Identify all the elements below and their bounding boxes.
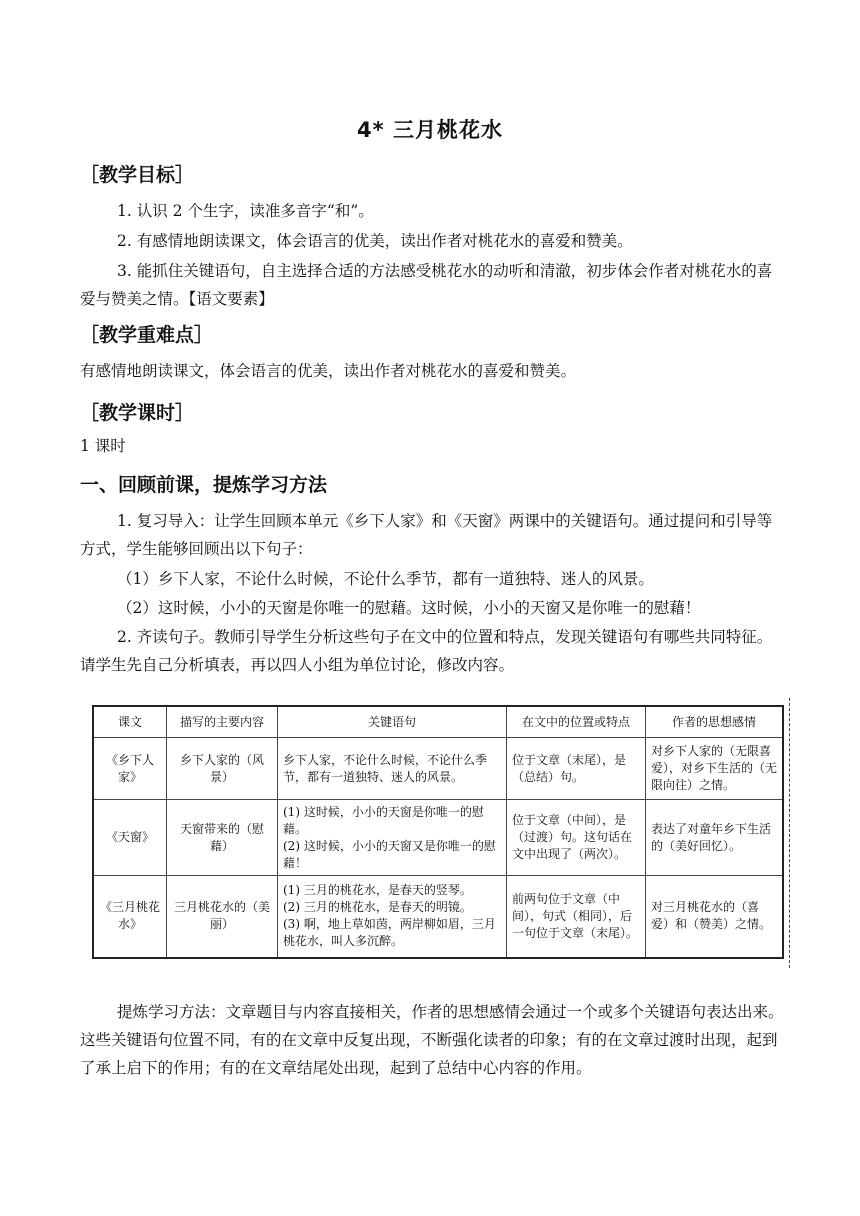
position-cell: 位于文章（末尾），是（总结）句。 [507,738,646,800]
lesson-cell: 《三月桃花水》 [93,876,167,958]
column-header: 课文 [93,706,167,738]
key-sentence: (1) 三月的桃花水，是春天的竖琴。 [283,883,472,898]
content-cell: 乡下人家的（风景） [167,738,278,800]
method-summary: 提炼学习方法：文章题目与内容直接相关，作者的思想感情会通过一个或多个关键语句表达出来。这些关键语句位置不同，有的在文章中反复出现，不断强化读者的印象；有的在文章过渡时出现，起到了承上启下的作用；有的在文章结尾处出现，起到了总结中心内容的作用。 [80,1003,784,1077]
table-header-row [93,706,783,738]
goal-item-1: 1. 认识 2 个生字，读准多音字“和”。 [117,202,374,220]
feeling-cell: 表达了对童年乡下生活的（美好回忆）。 [646,800,784,876]
feeling-cell: 对乡下人家的（无限喜爱），对乡下生活的（无限向往）之情。 [646,738,784,800]
periods-text: 1 课时 [80,437,126,455]
key-sentence: (2) 这时候，小小的天窗又是你唯一的慰藉！ [283,838,496,870]
position-cell: 前两句位于文章（中间），句式（相同），后一句位于文章（末尾）。 [507,876,646,958]
sentence-1: （1）乡下人家，不论什么时候，不论什么季节，都有一道独特、迷人的风景。 [117,570,654,588]
column-header: 关键语句 [278,706,507,738]
feeling-cell: 对三月桃花水的（喜爱）和（赞美）之情。 [646,876,784,958]
lesson-cell: 《乡下人家》 [93,738,167,800]
column-header: 在文中的位置或特点 [507,706,646,738]
table-edge-divider [789,698,790,968]
key-sentence: (3) 啊，地上草如茵，两岸柳如眉，三月桃花水，叫人多沉醉。 [283,917,496,949]
content-cell: 天窗带来的（慰藉） [167,800,278,876]
key-sentence-table [92,705,784,959]
goals-heading: ［教学目标］ [80,164,195,186]
key-sentence: (2) 三月的桃花水，是春天的明镜。 [283,900,472,915]
review-paragraph: 1. 复习导入：让学生回顾本单元《乡下人家》和《天窗》两课中的关键语句。通过提问和引导等方式，学生能够回顾出以下句子： [80,512,773,558]
part1-heading: 一、回顾前课，提炼学习方法 [80,474,328,496]
table-row [93,738,783,800]
goal-item-3: 3. 能抓住关键语句，自主选择合适的方法感受桃花水的动听和清澈，初步体会作者对桃花水的喜爱与赞美之情。【语文要素】 [80,262,773,308]
key-points-text: 有感情地朗读课文，体会语言的优美，读出作者对桃花水的喜爱和赞美。 [80,362,577,380]
sentence-cell [278,800,507,876]
table-row [93,800,783,876]
sentence-cell [278,876,507,958]
lesson-cell: 《天窗》 [93,800,167,876]
lesson-title: 4* 三月桃花水 [357,118,503,142]
goal-item-2: 2. 有感情地朗读课文，体会语言的优美，读出作者对桃花水的喜爱和赞美。 [117,232,633,250]
table-row [93,876,783,958]
content-cell: 三月桃花水的（美丽） [167,876,278,958]
periods-heading: ［教学课时］ [80,402,195,424]
sentence-cell [278,738,507,800]
position-cell: 位于文章（中间），是（过渡）句。这句话在文中出现了（两次）。 [507,800,646,876]
column-header: 作者的思想感情 [646,706,784,738]
key-sentence: (1) 这时候，小小的天窗是你唯一的慰藉。 [283,804,484,836]
reading-paragraph: 2. 齐读句子。教师引导学生分析这些句子在文中的位置和特点，发现关键语句有哪些共同特征。请学生先自己分析填表，再以四人小组为单位讨论，修改内容。 [80,628,773,674]
column-header: 描写的主要内容 [167,706,278,738]
key-points-heading: ［教学重难点］ [80,324,214,346]
sentence-2: （2）这时候，小小的天窗是你唯一的慰藉。这时候，小小的天窗又是你唯一的慰藉！ [117,599,701,617]
key-sentence: 乡下人家，不论什么时候，不论什么季节，都有一道独特、迷人的风景。 [283,752,488,784]
